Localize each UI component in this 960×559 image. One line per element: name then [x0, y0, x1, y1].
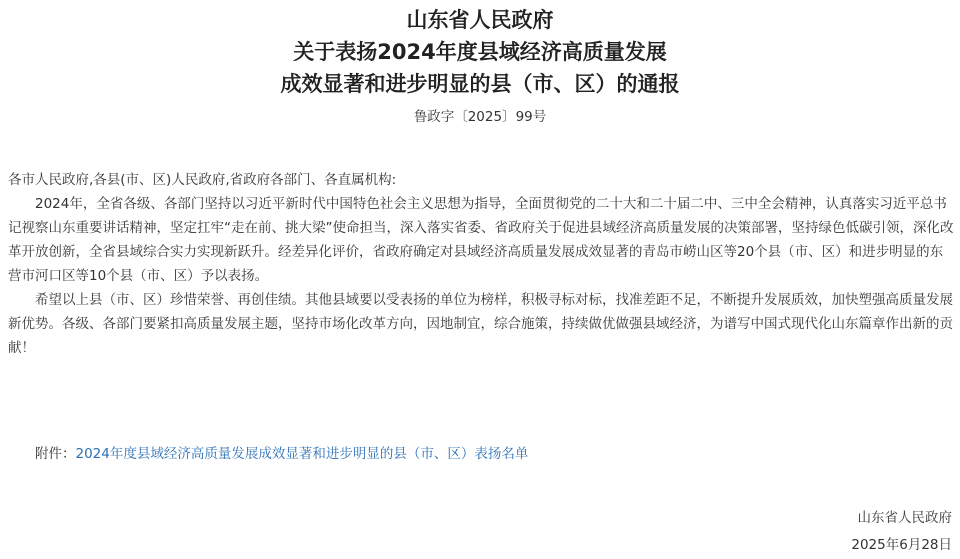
title-line-subject-2: 成效显著和进步明显的县（市、区）的通报 [280, 72, 680, 96]
document-title [0, 4, 960, 100]
attachment-line [35, 443, 528, 465]
salutation: 各市人民政府,各县(市、区)人民政府,省政府各部门、各直属机构: [8, 172, 397, 188]
attachment-link[interactable]: 2024年度县域经济高质量发展成效显著和进步明显的县（市、区）表扬名单 [75, 446, 529, 462]
issue-date: 2025年6月28日 [851, 537, 952, 553]
title-line-subject-1: 关于表扬2024年度县域经济高质量发展 [293, 40, 667, 64]
document-number: 鲁政字〔2025〕99号 [413, 109, 547, 125]
signature-block [851, 505, 952, 559]
body-paragraph-1: 2024年，全省各级、各部门坚持以习近平新时代中国特色社会主义思想为指导，全面贯彻党的二十大和二十届二中、三中全会精神，认真落实习近平总书记视察山东重要讲话精神，坚定扛牢“走在前、挑大梁”使命担当，深入落实省委、省政府关于促进县域经济高质量发展的决策部署，坚持绿色低碳引领，深化改革开放创新，全省县域综合实力实现新跃升。经差异化评价，省政府确定对县域经济高质量发展成效显著的青岛市崂山区等20个县（市、区）和进步明显的东营市河口区等10个县（市、区）予以表扬。 [8, 196, 954, 284]
body-paragraph-2: 希望以上县（市、区）珍惜荣誉、再创佳绩。其他县域要以受表扬的单位为榜样，积极寻标对标，找准差距不足，不断提升发展质效，加快塑强高质量发展新优势。各级、各部门要紧扣高质量发展主题，坚持市场化改革方向，因地制宜，综合施策，持续做优做强县域经济，为谱写中国式现代化山东篇章作出新的贡献！ [8, 292, 953, 356]
document-body [8, 168, 954, 360]
title-line-issuer: 山东省人民政府 [406, 8, 554, 32]
issuer-name: 山东省人民政府 [857, 510, 952, 526]
attachment-label: 附件： [35, 446, 76, 462]
